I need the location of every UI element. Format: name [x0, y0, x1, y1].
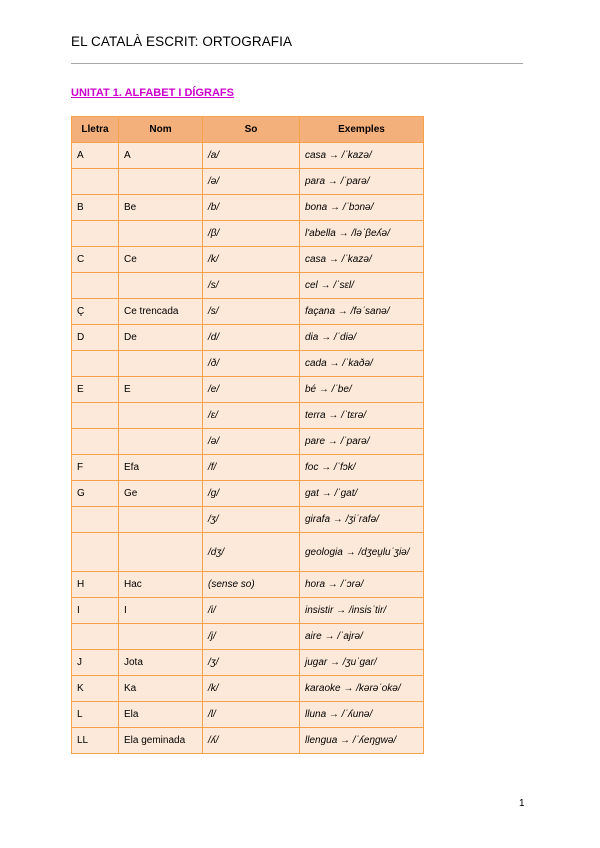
table-header-row — [72, 117, 424, 143]
sound-cell: /k/ — [203, 676, 300, 702]
table-row — [72, 143, 424, 169]
name-cell: Ce — [119, 247, 203, 273]
sound-cell: /b/ — [203, 195, 300, 221]
letter-cell: J — [72, 650, 119, 676]
table-row — [72, 650, 424, 676]
table-row — [72, 169, 424, 195]
column-header-lletra: Lletra — [72, 117, 119, 143]
sound-cell: /ð/ — [203, 351, 300, 377]
sound-cell: /s/ — [203, 273, 300, 299]
name-cell — [119, 351, 203, 377]
sound-cell: /k/ — [203, 247, 300, 273]
example-cell: karaoke → /kərəˈokə/ — [300, 676, 424, 702]
table-row — [72, 598, 424, 624]
letter-cell: Ç — [72, 299, 119, 325]
name-cell — [119, 273, 203, 299]
table-row — [72, 221, 424, 247]
name-cell: Hac — [119, 572, 203, 598]
table-row — [72, 702, 424, 728]
letter-cell — [72, 403, 119, 429]
table-row — [72, 455, 424, 481]
sound-cell: /ə/ — [203, 169, 300, 195]
letter-cell: C — [72, 247, 119, 273]
table-row — [72, 299, 424, 325]
letter-cell: K — [72, 676, 119, 702]
letter-cell — [72, 273, 119, 299]
alphabet-table — [71, 116, 424, 754]
column-header-so: So — [203, 117, 300, 143]
letter-cell — [72, 351, 119, 377]
letter-cell — [72, 169, 119, 195]
section-heading: UNITAT 1. ALFABET I DÍGRAFS — [71, 87, 234, 99]
example-cell: llengua → /ˈʎeŋgwə/ — [300, 728, 424, 754]
page-number: 1 — [519, 798, 525, 809]
sound-cell: /g/ — [203, 481, 300, 507]
name-cell: Ela — [119, 702, 203, 728]
letter-cell — [72, 429, 119, 455]
example-cell: dia → /ˈdiə/ — [300, 325, 424, 351]
name-cell: Ge — [119, 481, 203, 507]
table-row — [72, 325, 424, 351]
sound-cell: /ʒ/ — [203, 650, 300, 676]
example-cell: insistir → /insisˈtir/ — [300, 598, 424, 624]
table-row — [72, 676, 424, 702]
letter-cell: L — [72, 702, 119, 728]
letter-cell: I — [72, 598, 119, 624]
sound-cell: /ə/ — [203, 429, 300, 455]
table-body — [72, 143, 424, 754]
table-row — [72, 533, 424, 572]
table-row — [72, 429, 424, 455]
name-cell: Be — [119, 195, 203, 221]
example-cell: geologia → /dʒeu̯luˈʒiə/ — [300, 533, 424, 572]
sound-cell: /d/ — [203, 325, 300, 351]
letter-cell — [72, 533, 119, 572]
name-cell: Jota — [119, 650, 203, 676]
example-cell: girafa → /ʒiˈrafə/ — [300, 507, 424, 533]
sound-cell: /ʎ/ — [203, 728, 300, 754]
document-title: EL CATALÀ ESCRIT: ORTOGRAFIA — [71, 34, 293, 49]
name-cell: Ka — [119, 676, 203, 702]
sound-cell: /dʒ/ — [203, 533, 300, 572]
name-cell — [119, 403, 203, 429]
name-cell: I — [119, 598, 203, 624]
example-cell: pare → /ˈparə/ — [300, 429, 424, 455]
example-cell: l'abella → /ləˈβeʎə/ — [300, 221, 424, 247]
sound-cell: /j/ — [203, 624, 300, 650]
sound-cell: /i/ — [203, 598, 300, 624]
name-cell: De — [119, 325, 203, 351]
sound-cell: /e/ — [203, 377, 300, 403]
table-row — [72, 195, 424, 221]
name-cell: Ce trencada — [119, 299, 203, 325]
table-row — [72, 273, 424, 299]
name-cell: Ela geminada — [119, 728, 203, 754]
letter-cell: A — [72, 143, 119, 169]
example-cell: aire → /ˈajrə/ — [300, 624, 424, 650]
example-cell: bona → /ˈbɔnə/ — [300, 195, 424, 221]
name-cell — [119, 221, 203, 247]
name-cell: Efa — [119, 455, 203, 481]
letter-cell — [72, 624, 119, 650]
example-cell: cada → /ˈkaðə/ — [300, 351, 424, 377]
sound-cell: /ɛ/ — [203, 403, 300, 429]
letter-cell: H — [72, 572, 119, 598]
name-cell — [119, 507, 203, 533]
header-divider — [71, 63, 523, 64]
example-cell: terra → /ˈtɛrə/ — [300, 403, 424, 429]
example-cell: bé → /ˈbe/ — [300, 377, 424, 403]
example-cell: para → /ˈparə/ — [300, 169, 424, 195]
example-cell: hora → /ˈɔrə/ — [300, 572, 424, 598]
example-cell: lluna → /ˈʎunə/ — [300, 702, 424, 728]
example-cell: casa → /ˈkazə/ — [300, 247, 424, 273]
example-cell: jugar → /ʒuˈgar/ — [300, 650, 424, 676]
letter-cell — [72, 507, 119, 533]
table-row — [72, 351, 424, 377]
table-row — [72, 572, 424, 598]
table-row — [72, 247, 424, 273]
letter-cell — [72, 221, 119, 247]
table-row — [72, 403, 424, 429]
name-cell: A — [119, 143, 203, 169]
table-row — [72, 624, 424, 650]
letter-cell: B — [72, 195, 119, 221]
letter-cell: E — [72, 377, 119, 403]
table-row — [72, 481, 424, 507]
example-cell: façana → /fəˈsanə/ — [300, 299, 424, 325]
sound-cell: /f/ — [203, 455, 300, 481]
example-cell: foc → /ˈfɔk/ — [300, 455, 424, 481]
name-cell — [119, 624, 203, 650]
table-row — [72, 728, 424, 754]
column-header-exemples: Exemples — [300, 117, 424, 143]
letter-cell: LL — [72, 728, 119, 754]
letter-cell: D — [72, 325, 119, 351]
example-cell: cel → /ˈsɛl/ — [300, 273, 424, 299]
sound-cell: (sense so) — [203, 572, 300, 598]
letter-cell: F — [72, 455, 119, 481]
name-cell — [119, 533, 203, 572]
table-row — [72, 377, 424, 403]
name-cell — [119, 429, 203, 455]
example-cell: casa → /ˈkazə/ — [300, 143, 424, 169]
example-cell: gat → /ˈgat/ — [300, 481, 424, 507]
letter-cell: G — [72, 481, 119, 507]
sound-cell: /β/ — [203, 221, 300, 247]
name-cell — [119, 169, 203, 195]
column-header-nom: Nom — [119, 117, 203, 143]
table-row — [72, 507, 424, 533]
sound-cell: /l/ — [203, 702, 300, 728]
sound-cell: /a/ — [203, 143, 300, 169]
sound-cell: /s/ — [203, 299, 300, 325]
sound-cell: /ʒ/ — [203, 507, 300, 533]
name-cell: E — [119, 377, 203, 403]
